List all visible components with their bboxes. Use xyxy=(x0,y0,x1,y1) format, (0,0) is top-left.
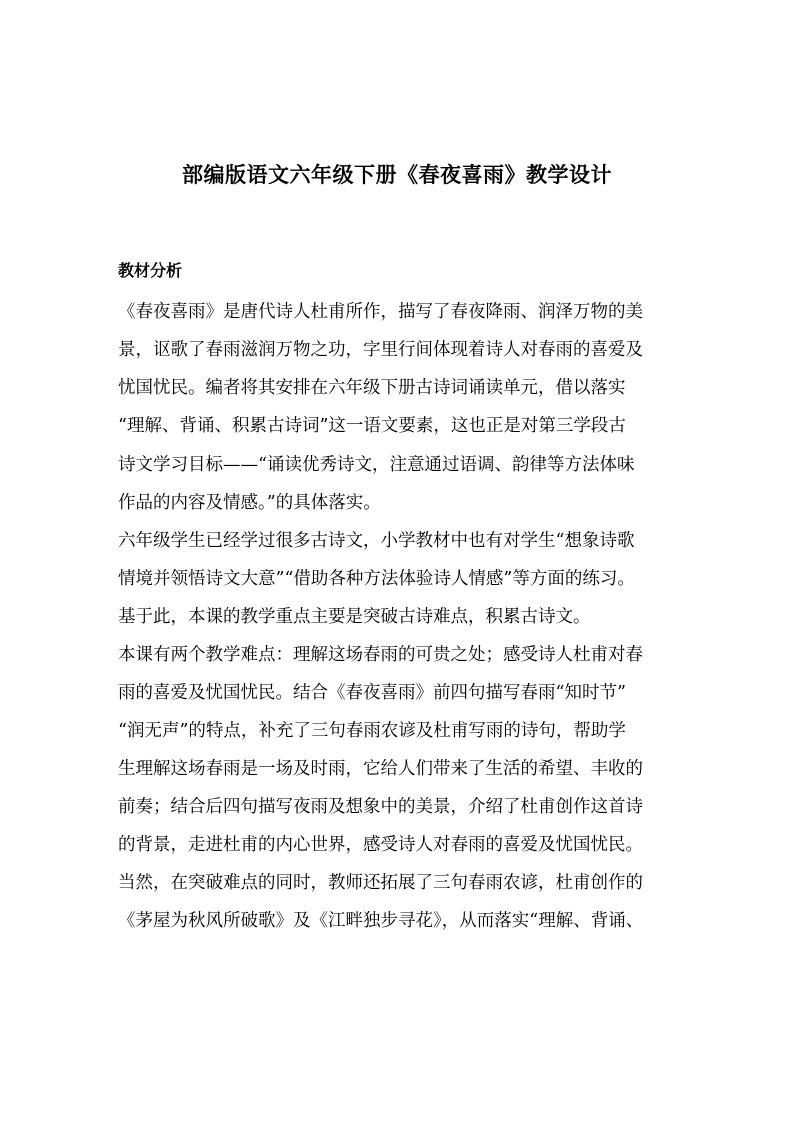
paragraph-line: “润无声”的特点，补充了三句春雨农谚及杜甫写雨的诗句，帮助学 xyxy=(118,721,626,741)
paragraph-line: 本课有两个教学难点：理解这场春雨的可贵之处；感受诗人杜甫对春 xyxy=(118,645,643,665)
paragraph-line: 忧国忧民。编者将其安排在六年级下册古诗词诵读单元，借以落实 xyxy=(118,378,626,398)
paragraph-line: 《茅屋为秋风所破歌》及《江畔独步寻花》，从而落实“理解、背诵、 xyxy=(118,911,644,931)
paragraph-line: 前奏；结合后四句描写夜雨及想象中的美景，介绍了杜甫创作这首诗 xyxy=(118,797,643,817)
paragraph-line: 基于此，本课的教学重点主要是突破古诗难点，积累古诗文。 xyxy=(118,607,591,627)
paragraph-line: 雨的喜爱及忧国忧民。结合《春夜喜雨》前四句描写春雨“知时节” xyxy=(118,683,626,703)
section-heading: 教材分析 xyxy=(118,261,183,280)
paragraph-line: 情境并领悟诗文大意”“借助各种方法体验诗人情感”等方面的练习。 xyxy=(118,569,635,589)
paragraph-line: 生理解这场春雨是一场及时雨，它给人们带来了生活的希望、丰收的 xyxy=(118,759,643,779)
paragraph-line: 作品的内容及情感。”的具体落实。 xyxy=(118,493,381,513)
paragraph-line: 当然，在突破难点的同时，教师还拓展了三句春雨农谚，杜甫创作的 xyxy=(118,873,643,893)
paragraph-line: 六年级学生已经学过很多古诗文，小学教材中也有对学生“想象诗歌 xyxy=(118,531,635,551)
paragraph-line: 景，讴歌了春雨滋润万物之功，字里行间体现着诗人对春雨的喜爱及 xyxy=(118,340,643,360)
document-title: 部编版语文六年级下册《春夜喜雨》教学设计 xyxy=(182,163,612,187)
paragraph-line: 《春夜喜雨》是唐代诗人杜甫所作，描写了春夜降雨、润泽万物的美 xyxy=(118,302,643,322)
paragraph-line: 的背景，走进杜甫的内心世界，感受诗人对春雨的喜爱及忧国忧民。 xyxy=(118,835,643,855)
paragraph-line: 诗文学习目标——“诵读优秀诗文，注意通过语调、韵律等方法体味 xyxy=(118,455,635,475)
paragraph-line: “理解、背诵、积累古诗词”这一语文要素，这也正是对第三学段古 xyxy=(118,416,626,436)
